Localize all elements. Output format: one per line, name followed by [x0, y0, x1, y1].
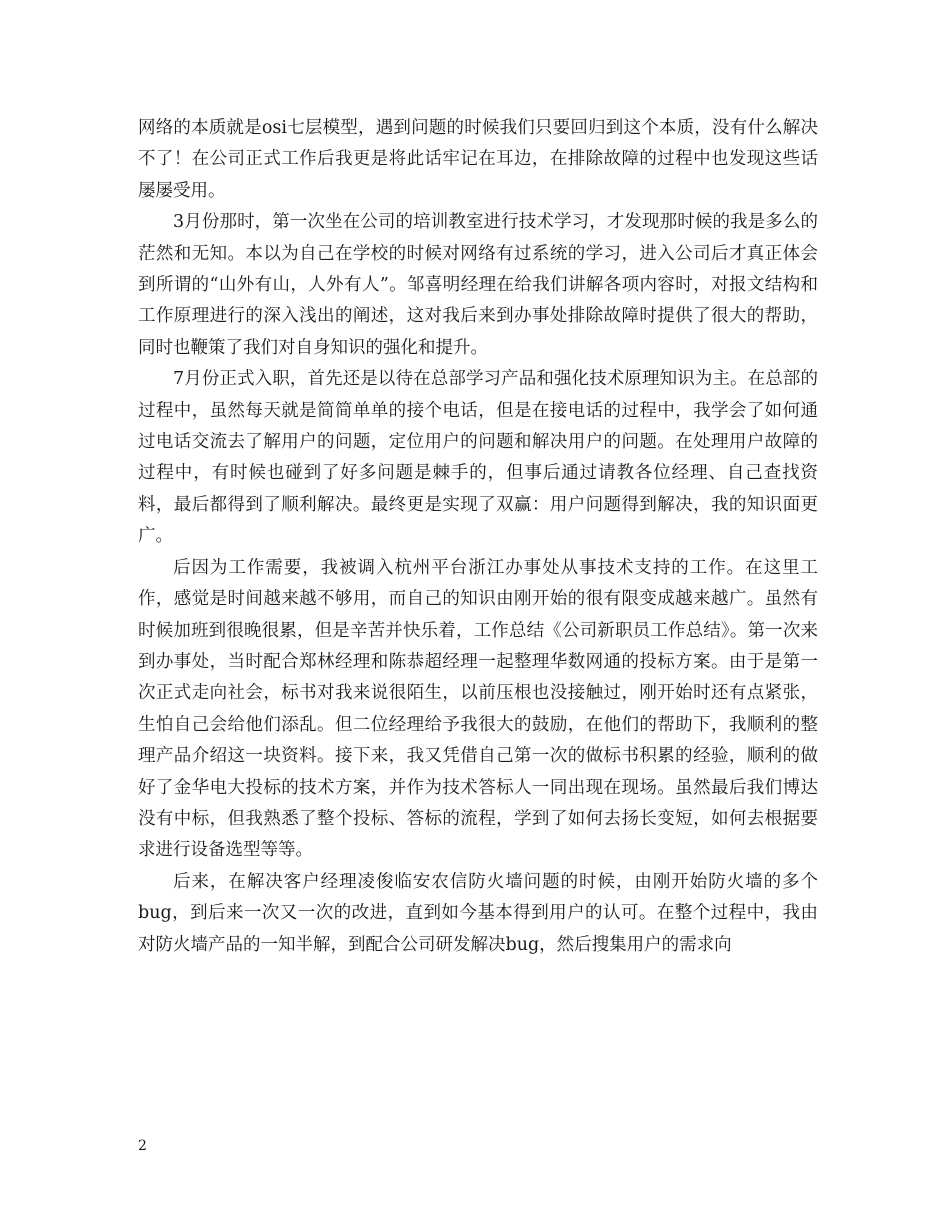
- paragraph-training: 3月份那时，第一次坐在公司的培训教室进行技术学习，才发现那时候的我是多么的茫然和无知。本以为自己在学校的时候对网络有过系统的学习，进入公司后才真正体会到所谓的“山外有山，人外有人”。邹喜明经理在给我们讲解各项内容时，对报文结构和工作原理进行的深入浅出的阐述，这对我后来到办事处排除故障时提供了很大的帮助，同时也鞭策了我们对自身知识的强化和提升。: [138, 212, 818, 358]
- document-body: [138, 113, 818, 961]
- page-number: 2: [138, 1138, 147, 1154]
- paragraph-firewall: 后来，在解决客户经理凌俊临安农信防火墙问题的时候，由刚开始防火墙的多个bug，到后来一次又一次的改进，直到如今基本得到用户的认可。在整个过程中，我由对防火墙产品的一知半解，到配合公司研发解决bug，然后搜集用户的需求向: [138, 871, 818, 955]
- paragraph-hangzhou-office: 后因为工作需要，我被调入杭州平台浙江办事处从事技术支持的工作。在这里工作，感觉是时间越来越不够用，而自己的知识由刚开始的很有限变成越来越广。虽然有时候加班到很晚很累，但是辛苦并快乐着，工作总结《公司新职员工作总结》。第一次来到办事处，当时配合郑林经理和陈恭超经理一起整理华数网通的投标方案。由于是第一次正式走向社会，标书对我来说很陌生，以前压根也没接触过，刚开始时还有点紧张，生怕自己会给他们添乱。但二位经理给予我很大的鼓励，在他们的帮助下，我顺利的整理产品介绍这一块资料。接下来，我又凭借自己第一次的做标书积累的经验，顺利的做好了金华电大投标的技术方案，并作为技术答标人一同出现在现场。虽然最后我们博达没有中标，但我熟悉了整个投标、答标的流程，学到了如何去扬长变短，如何去根据要求进行设备选型等等。: [138, 557, 818, 861]
- paragraph-continuation: 网络的本质就是osi七层模型，遇到问题的时候我们只要回归到这个本质，没有什么解决不了！在公司正式工作后我更是将此话牢记在耳边，在排除故障的过程中也发现这些话屡屡受用。: [138, 118, 818, 201]
- paragraph-onboarding: 7月份正式入职，首先还是以待在总部学习产品和强化技术原理知识为主。在总部的过程中，虽然每天就是简简单单的接个电话，但是在接电话的过程中，我学会了如何通过电话交流去了解用户的问题，定位用户的问题和解决用户的问题。在处理用户故障的过程中，有时候也碰到了好多问题是棘手的，但事后通过请教各位经理、自己查找资料，最后都得到了顺利解决。最终更是实现了双赢：用户问题得到解决，我的知识面更广。: [138, 369, 818, 547]
